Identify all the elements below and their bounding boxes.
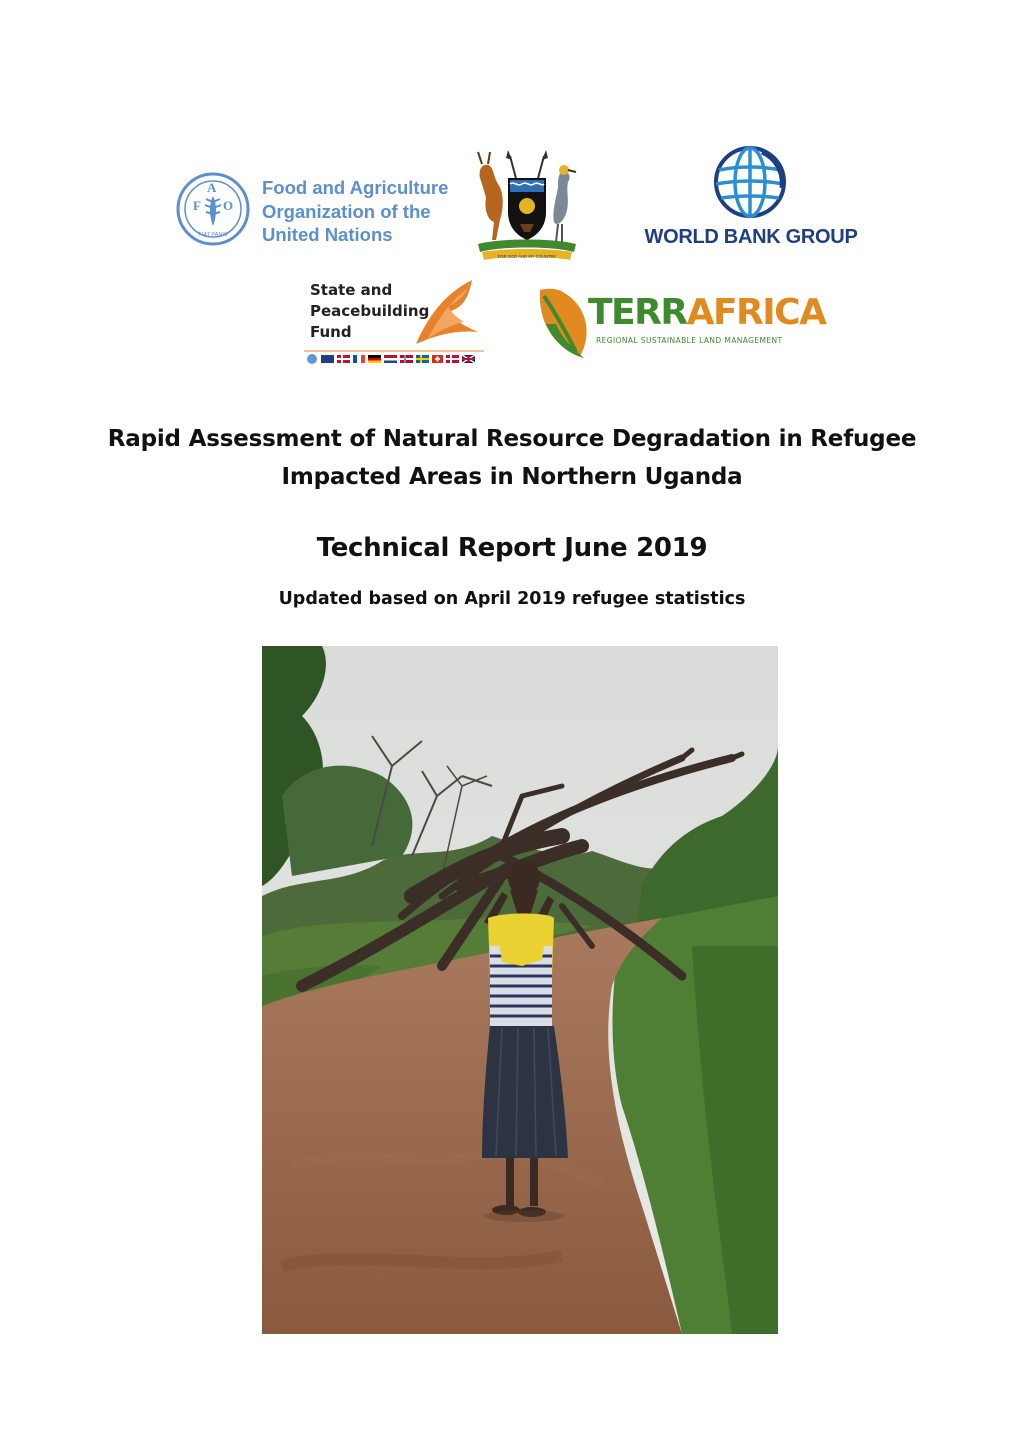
fao-name <box>262 176 448 247</box>
terrafrica-name-part-1: TERR <box>588 292 687 333</box>
report-title-line-1: Rapid Assessment of Natural Resource Degradation in Refugee <box>107 426 917 452</box>
coat-of-arms-motto: FOR GOD AND MY COUNTRY <box>497 254 557 259</box>
fao-motto: FIAT PANIS <box>198 232 228 238</box>
terrafrica-name <box>588 292 825 333</box>
spf-logo <box>304 278 484 368</box>
fao-emblem-icon <box>176 172 250 246</box>
spf-name-line-2: Peacebuilding <box>310 302 430 320</box>
photo-illustration <box>262 646 778 1334</box>
terrafrica-logo <box>536 282 826 362</box>
flame-icon <box>408 278 484 350</box>
cover-photo <box>262 646 778 1334</box>
leaf-hand-icon <box>536 284 596 360</box>
terrafrica-name-part-2: AFRICA <box>686 292 826 333</box>
globe-icon <box>712 144 788 220</box>
fao-letter-a: A <box>207 180 217 195</box>
update-note: Updated based on April 2019 refugee statistics <box>278 589 746 609</box>
terrafrica-tagline: REGIONAL SUSTAINABLE LAND MANAGEMENT <box>596 336 783 345</box>
spf-name-line-3: Fund <box>310 323 352 341</box>
report-title <box>60 420 964 496</box>
coat-of-arms-icon <box>470 148 584 266</box>
fao-logo <box>176 170 456 250</box>
spf-name-line-1: State and <box>310 281 393 299</box>
donor-flags-strip <box>304 350 484 366</box>
uganda-coat-of-arms <box>470 148 584 266</box>
fao-letter-f: F <box>193 198 201 213</box>
fao-name-line-3: United Nations <box>262 224 393 245</box>
fao-letter-o: O <box>223 198 234 213</box>
fao-name-line-2: Organization of the <box>262 200 431 222</box>
world-bank-group-logo <box>636 144 866 254</box>
world-bank-name: WORLD BANK GROUP <box>644 226 858 248</box>
report-title-line-2: Impacted Areas in Northern Uganda <box>281 464 743 490</box>
report-subtitle: Technical Report June 2019 <box>316 533 708 563</box>
fao-name-line-1: Food and Agriculture <box>262 177 449 198</box>
